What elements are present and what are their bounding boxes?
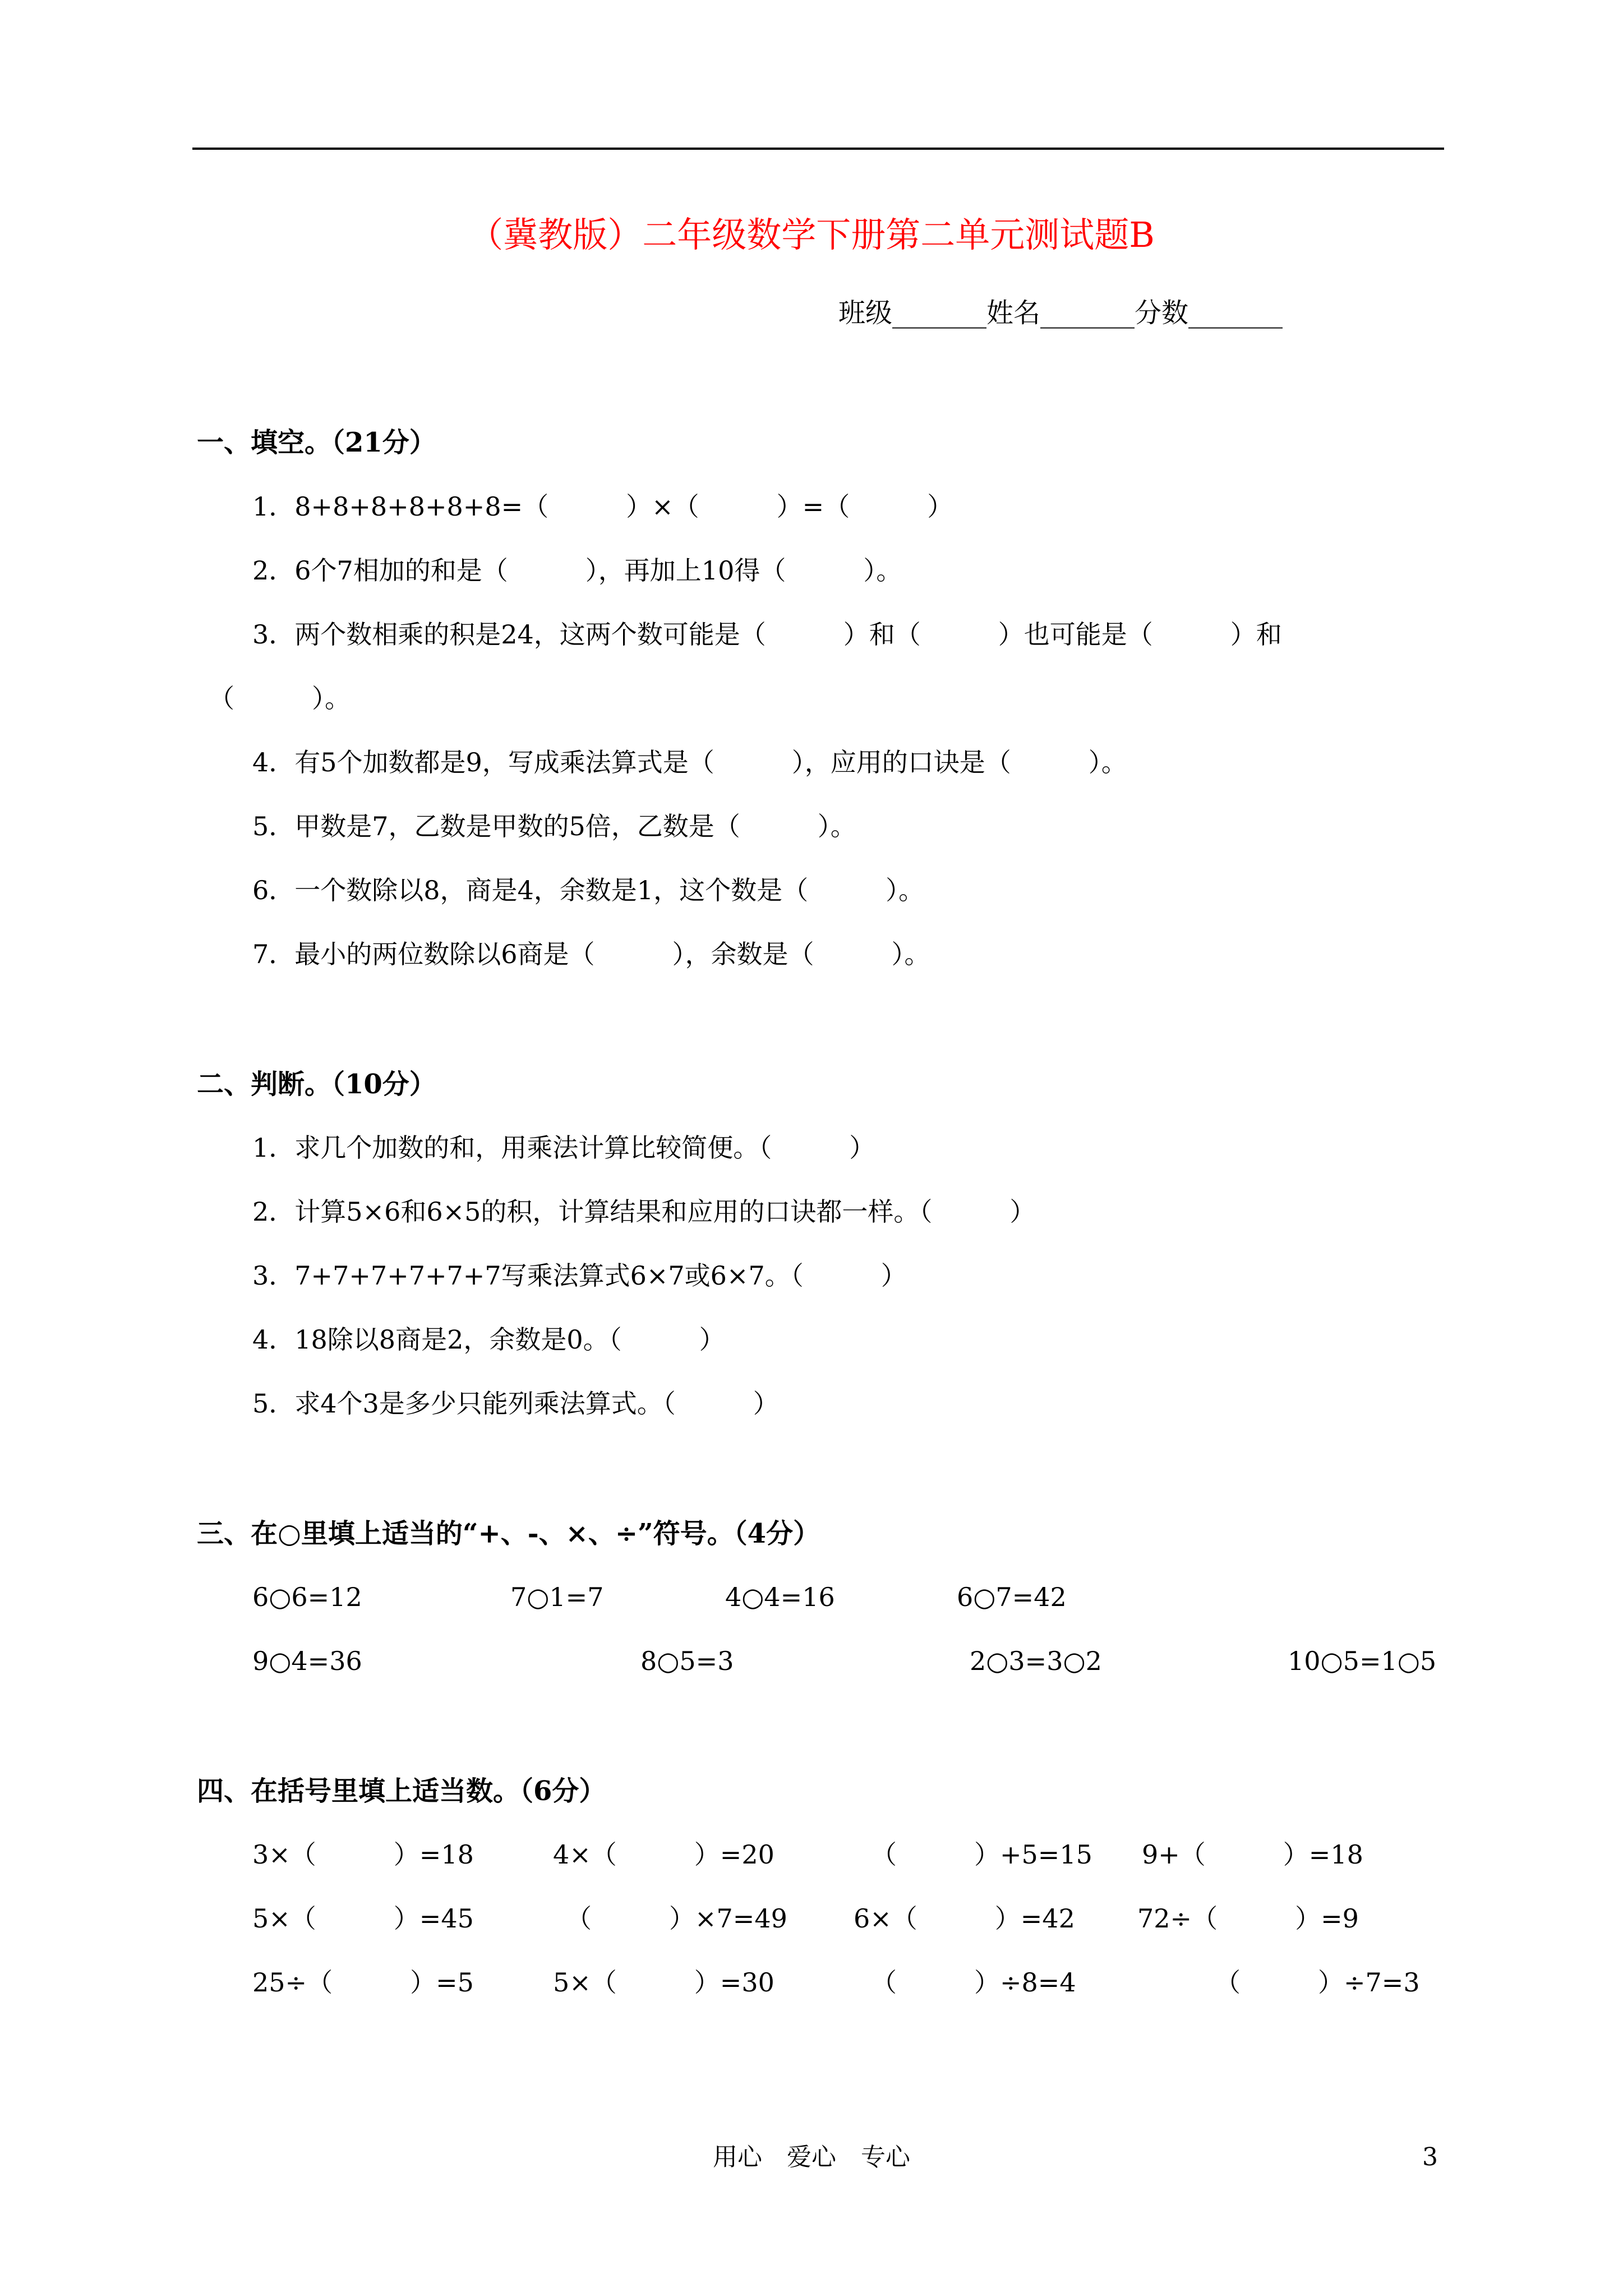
header-rule xyxy=(192,148,1444,150)
s4-row1-item-1: 3×（ ）=18 xyxy=(252,1839,474,1870)
s1-question-6: 6．一个数除以8，商是4，余数是1，这个数是（ ）。 xyxy=(252,875,925,905)
s3-row2-item-4: 10○5=1○5 xyxy=(1288,1646,1437,1676)
s3-row1-item-3: 4○4=16 xyxy=(725,1582,835,1612)
section-2-heading: 二、判断。（10分） xyxy=(197,1069,436,1100)
section-4-heading: 四、在括号里填上适当数。（6分） xyxy=(197,1775,606,1807)
s2-question-3: 3．7+7+7+7+7+7写乘法算式6×7或6×7。（ ） xyxy=(252,1260,907,1291)
s3-row1-item-1: 6○6=12 xyxy=(252,1582,362,1612)
s4-row2-item-4: 72÷（ ）=9 xyxy=(1137,1903,1359,1934)
page-title: （冀教版）二年级数学下册第二单元测试题B xyxy=(468,214,1155,255)
s3-row1-item-4: 6○7=42 xyxy=(957,1582,1067,1612)
s4-row1-item-4: 9+（ ）=18 xyxy=(1142,1839,1363,1870)
s3-row1-item-2: 7○1=7 xyxy=(510,1582,604,1612)
s4-row3-item-2: 5×（ ）=30 xyxy=(553,1967,774,1998)
s2-question-5: 5．求4个3是多少只能列乘法算式。（ ） xyxy=(252,1388,779,1419)
footer-slogan: 用心 爱心 专心 xyxy=(713,2143,910,2171)
s1-question-3: 3．两个数相乘的积是24，这两个数可能是（ ）和（ ）也可能是（ ）和 xyxy=(252,619,1282,650)
s4-row2-item-2: （ ）×7=49 xyxy=(566,1903,787,1934)
s4-row2-item-3: 6×（ ）=42 xyxy=(854,1903,1075,1934)
student-info-line: 班级_______姓名_______分数_______ xyxy=(838,297,1283,329)
s3-row2-item-3: 2○3=3○2 xyxy=(970,1646,1102,1676)
s4-row2-item-1: 5×（ ）=45 xyxy=(252,1903,474,1934)
s4-row3-item-4: （ ）÷7=3 xyxy=(1215,1967,1420,1998)
s4-row3-item-3: （ ）÷8=4 xyxy=(871,1967,1076,1998)
s2-question-4: 4．18除以8商是2，余数是0。（ ） xyxy=(252,1324,725,1355)
section-1-heading: 一、填空。（21分） xyxy=(197,427,436,458)
s2-question-2: 2．计算5×6和6×5的积，计算结果和应用的口诀都一样。（ ） xyxy=(252,1197,1036,1227)
s1-question-4: 4．有5个加数都是9，写成乘法算式是（ ），应用的口诀是（ ）。 xyxy=(252,747,1127,777)
s1-question-2: 2．6个7相加的和是（ ），再加上10得（ ）。 xyxy=(252,555,902,586)
s1-question-1: 1．8+8+8+8+8+8=（ ）×（ ）=（ ） xyxy=(252,491,953,522)
s1-question-3-continued: （ ）。 xyxy=(209,683,351,714)
s2-question-1: 1．求几个加数的和，用乘法计算比较简便。（ ） xyxy=(252,1133,875,1163)
section-3-heading: 三、在○里填上适当的“+、-、×、÷”符号。（4分） xyxy=(197,1518,820,1549)
s4-row1-item-3: （ ）+5=15 xyxy=(871,1839,1092,1870)
s1-question-7: 7．最小的两位数除以6商是（ ），余数是（ ）。 xyxy=(252,939,930,969)
page-number: 3 xyxy=(1422,2143,1438,2171)
s3-row2-item-1: 9○4=36 xyxy=(252,1646,362,1676)
s4-row3-item-1: 25÷（ ）=5 xyxy=(252,1967,474,1998)
s1-question-5: 5．甲数是7，乙数是甲数的5倍，乙数是（ ）。 xyxy=(252,811,856,841)
s3-row2-item-2: 8○5=3 xyxy=(640,1646,734,1676)
s4-row1-item-2: 4×（ ）=20 xyxy=(553,1839,774,1870)
